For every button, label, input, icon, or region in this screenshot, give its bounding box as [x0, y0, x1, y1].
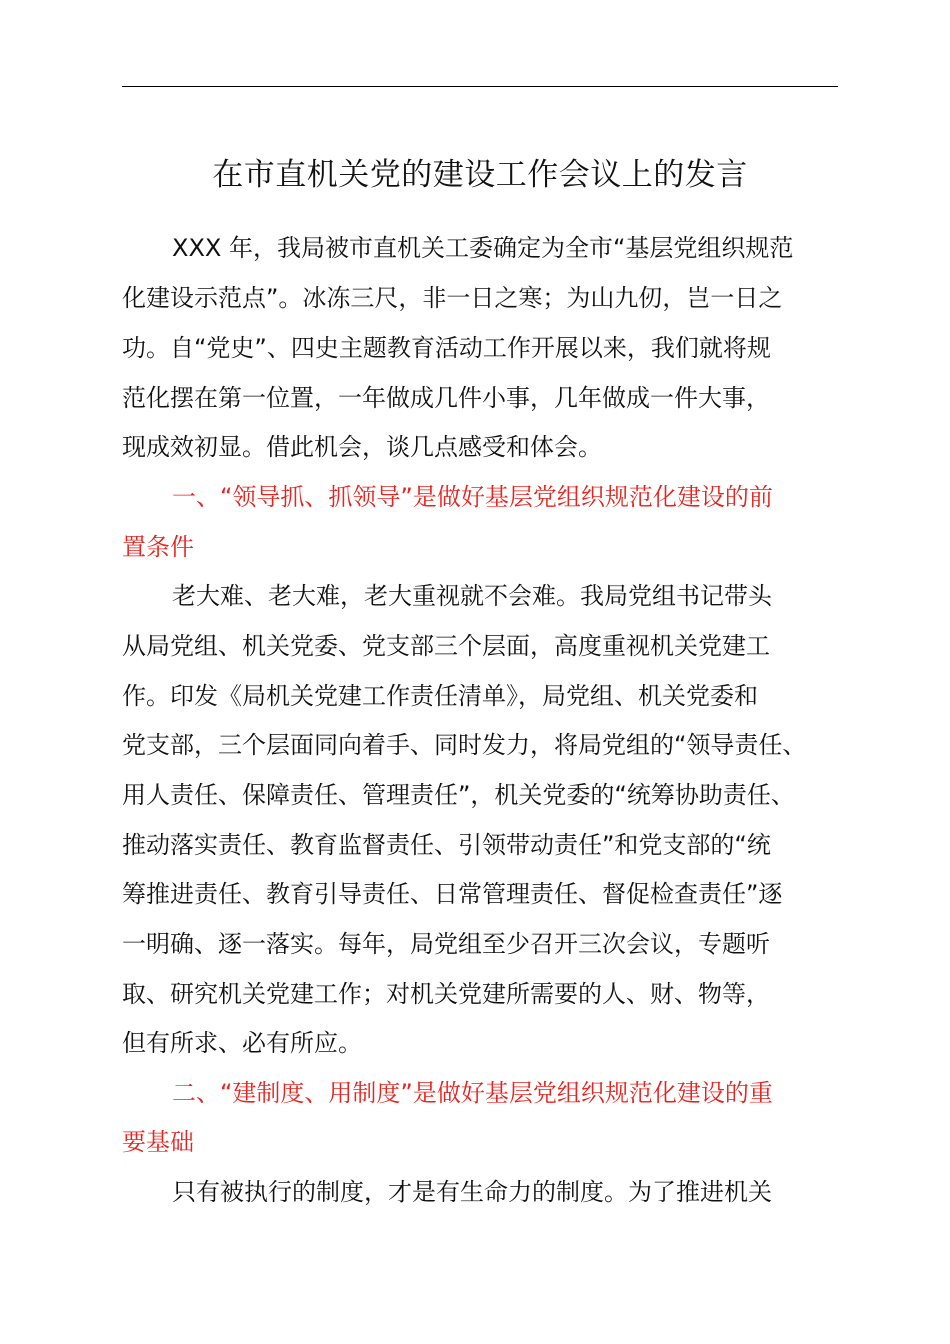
section2-heading: 二、“建制度、用制度”是做好基层党组织规范化建设的重	[172, 1079, 773, 1107]
header-rule	[122, 86, 838, 87]
document-title: 在市直机关党的建设工作会议上的发言	[212, 157, 748, 193]
section1-line: 筹推进责任、教育引导责任、日常管理责任、督促检查责任”逐	[122, 880, 783, 908]
section1-heading: 置条件	[122, 533, 194, 561]
section1-line: 取、研究机关党建工作；对机关党建所需要的人、财、物等，	[122, 980, 770, 1008]
section2-line: 只有被执行的制度，才是有生命力的制度。为了推进机关	[172, 1178, 772, 1206]
intro-line: 现成效初显。借此机会，谈几点感受和体会。	[122, 433, 602, 461]
intro-line: XXX 年，我局被市直机关工委确定为全市“基层党组织规范	[172, 234, 794, 262]
intro-line: 范化摆在第一位置，一年做成几件小事，几年做成一件大事，	[122, 384, 770, 412]
section1-line: 用人责任、保障责任、管理责任”，机关党委的“统筹协助责任、	[122, 781, 795, 809]
section1-line: 老大难、老大难，老大重视就不会难。我局党组书记带头	[172, 582, 772, 610]
section1-line: 从局党组、机关党委、党支部三个层面，高度重视机关党建工	[122, 632, 770, 660]
section2-heading: 要基础	[122, 1128, 194, 1156]
section1-line: 推动落实责任、教育监督责任、引领带动责任”和党支部的“统	[122, 831, 771, 859]
section1-line: 党支部，三个层面同向着手、同时发力，将局党组的“领导责任、	[122, 731, 807, 759]
section1-heading: 一、“领导抓、抓领导”是做好基层党组织规范化建设的前	[172, 483, 773, 511]
section1-line: 但有所求、必有所应。	[122, 1029, 362, 1057]
section1-line: 作。印发《局机关党建工作责任清单》，局党组、机关党委和	[122, 682, 758, 710]
section1-line: 一明确、逐一落实。每年，局党组至少召开三次会议，专题听	[122, 930, 770, 958]
intro-line: 功。自“党史”、四史主题教育活动工作开展以来，我们就将规	[122, 334, 771, 362]
intro-line: 化建设示范点”。冰冻三尺，非一日之寒；为山九仞，岂一日之	[122, 284, 783, 312]
